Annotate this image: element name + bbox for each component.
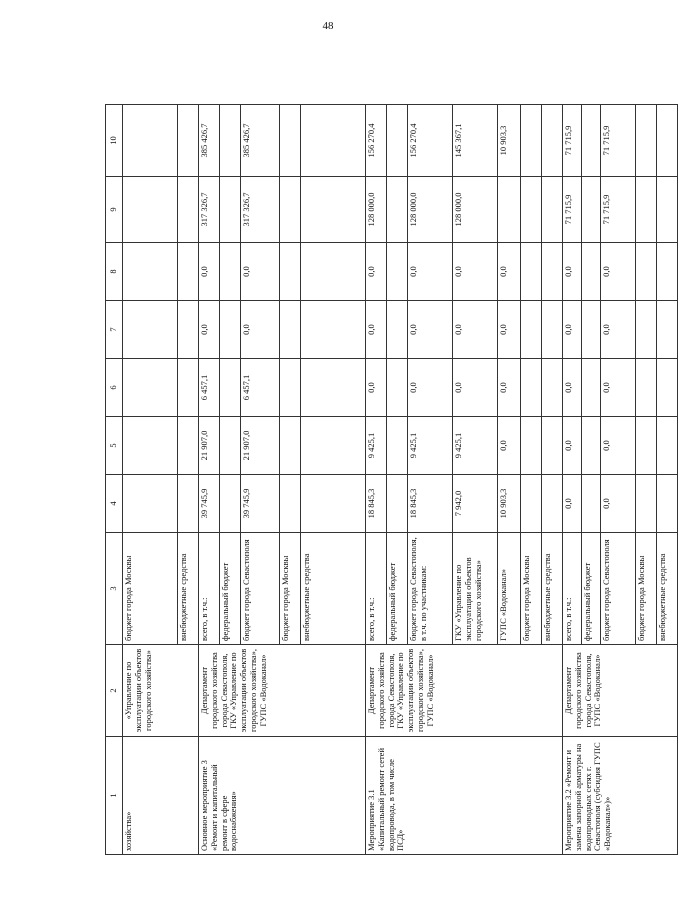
value-cell: 0,0 bbox=[241, 243, 280, 301]
value-cell bbox=[521, 301, 542, 359]
table-row bbox=[366, 105, 387, 855]
measure-cell: Мероприятие 3.1 «Капитальный ремонт сетей водопровода, в том числе ПСД» bbox=[366, 737, 563, 855]
table-row bbox=[563, 105, 582, 855]
header-cell: 5 bbox=[106, 417, 123, 475]
source-cell: всего, в т.ч.: bbox=[199, 533, 220, 645]
value-cell bbox=[582, 105, 601, 177]
header-cell: 10 bbox=[106, 105, 123, 177]
value-cell: 18 845,3 bbox=[408, 475, 453, 533]
source-cell: бюджет города Севастополя bbox=[601, 533, 636, 645]
header-row bbox=[106, 105, 123, 855]
value-cell bbox=[387, 243, 408, 301]
value-cell: 9 425,1 bbox=[453, 417, 498, 475]
source-cell: внебюджетные средства bbox=[301, 533, 366, 645]
value-cell: 21 907,0 bbox=[199, 417, 220, 475]
value-cell: 0,0 bbox=[453, 359, 498, 417]
source-cell: бюджет города Севастополя bbox=[241, 533, 280, 645]
value-cell bbox=[178, 301, 199, 359]
value-cell bbox=[636, 301, 657, 359]
value-cell bbox=[280, 359, 301, 417]
value-cell: 71 715,9 bbox=[601, 105, 636, 177]
value-cell: 0,0 bbox=[366, 301, 387, 359]
header-cell: 8 bbox=[106, 243, 123, 301]
value-cell bbox=[220, 301, 241, 359]
value-cell: 0,0 bbox=[563, 417, 582, 475]
executor-cell: Департамент городского хозяйства города Севастополя, ГКУ «Управление по эксплуатации объектов городского хозяйства», ГУПС «Водоканал» bbox=[199, 645, 366, 737]
value-cell bbox=[301, 359, 366, 417]
value-cell: 0,0 bbox=[498, 417, 521, 475]
value-cell: 71 715,9 bbox=[563, 105, 582, 177]
value-cell bbox=[280, 417, 301, 475]
source-cell: всего, в т.ч.: bbox=[563, 533, 582, 645]
value-cell bbox=[542, 301, 563, 359]
value-cell bbox=[220, 417, 241, 475]
value-cell bbox=[542, 359, 563, 417]
value-cell bbox=[521, 475, 542, 533]
value-cell bbox=[220, 177, 241, 243]
source-cell: ГКУ «Управление по эксплуатации объектов городского хозяйства» bbox=[453, 533, 498, 645]
value-cell bbox=[582, 475, 601, 533]
value-cell bbox=[123, 359, 178, 417]
header-cell: 1 bbox=[106, 737, 123, 855]
value-cell bbox=[301, 177, 366, 243]
table-row bbox=[123, 105, 178, 855]
value-cell bbox=[387, 177, 408, 243]
value-cell bbox=[636, 475, 657, 533]
value-cell: 0,0 bbox=[601, 243, 636, 301]
value-cell bbox=[220, 475, 241, 533]
value-cell: 0,0 bbox=[498, 359, 521, 417]
value-cell bbox=[387, 359, 408, 417]
value-cell bbox=[123, 475, 178, 533]
source-cell: ГУПС «Водоканал» bbox=[498, 533, 521, 645]
value-cell: 7 942,0 bbox=[453, 475, 498, 533]
value-cell: 0,0 bbox=[453, 243, 498, 301]
value-cell: 0,0 bbox=[563, 359, 582, 417]
value-cell: 0,0 bbox=[563, 243, 582, 301]
value-cell: 71 715,9 bbox=[601, 177, 636, 243]
value-cell: 0,0 bbox=[601, 475, 636, 533]
value-cell: 385 426,7 bbox=[199, 105, 220, 177]
value-cell bbox=[657, 177, 678, 243]
value-cell: 0,0 bbox=[498, 301, 521, 359]
value-cell: 0,0 bbox=[199, 243, 220, 301]
value-cell: 18 845,3 bbox=[366, 475, 387, 533]
value-cell bbox=[542, 243, 563, 301]
value-cell bbox=[178, 475, 199, 533]
value-cell bbox=[521, 359, 542, 417]
value-cell: 0,0 bbox=[601, 301, 636, 359]
value-cell bbox=[280, 177, 301, 243]
value-cell bbox=[582, 243, 601, 301]
value-cell: 0,0 bbox=[498, 243, 521, 301]
value-cell: 39 745,9 bbox=[199, 475, 220, 533]
value-cell: 0,0 bbox=[241, 301, 280, 359]
value-cell bbox=[582, 301, 601, 359]
value-cell bbox=[301, 105, 366, 177]
measure-cell: Основное мероприятие 3 «Ремонт и капитальный ремонт в сфере водоснабжения» bbox=[199, 737, 366, 855]
source-cell: всего, в т.ч.: bbox=[366, 533, 387, 645]
value-cell: 0,0 bbox=[366, 359, 387, 417]
value-cell: 128 000,0 bbox=[453, 177, 498, 243]
source-cell: бюджет города Москвы bbox=[636, 533, 657, 645]
value-cell bbox=[498, 177, 521, 243]
source-cell: внебюджетные средства bbox=[178, 533, 199, 645]
value-cell bbox=[301, 417, 366, 475]
value-cell: 128 000,0 bbox=[366, 177, 387, 243]
value-cell: 128 000,0 bbox=[408, 177, 453, 243]
value-cell: 9 425,1 bbox=[366, 417, 387, 475]
header-cell: 7 bbox=[106, 301, 123, 359]
measure-cell: Мероприятие 3.2 «Ремонт и замена запорной арматуры на водопроводных сетях г. Севастополя (субсидия ГУПС «Водоканал»)» bbox=[563, 737, 678, 855]
value-cell bbox=[301, 475, 366, 533]
executor-cell: «Управление по эксплуатации объектов городского хозяйства» bbox=[123, 645, 199, 737]
value-cell: 0,0 bbox=[408, 301, 453, 359]
value-cell bbox=[657, 243, 678, 301]
value-cell bbox=[178, 417, 199, 475]
budget-table bbox=[105, 104, 678, 855]
value-cell: 0,0 bbox=[366, 243, 387, 301]
value-cell: 21 907,0 bbox=[241, 417, 280, 475]
source-cell: федеральный бюджет bbox=[387, 533, 408, 645]
value-cell bbox=[387, 475, 408, 533]
value-cell: 0,0 bbox=[601, 417, 636, 475]
value-cell bbox=[542, 417, 563, 475]
value-cell bbox=[636, 417, 657, 475]
value-cell bbox=[178, 243, 199, 301]
value-cell bbox=[220, 359, 241, 417]
value-cell: 317 326,7 bbox=[241, 177, 280, 243]
header-cell: 9 bbox=[106, 177, 123, 243]
header-cell: 6 bbox=[106, 359, 123, 417]
header-cell: 4 bbox=[106, 475, 123, 533]
table-body bbox=[106, 105, 678, 855]
value-cell: 9 425,1 bbox=[408, 417, 453, 475]
source-cell: бюджет города Москвы bbox=[123, 533, 178, 645]
value-cell: 71 715,9 bbox=[563, 177, 582, 243]
value-cell: 385 426,7 bbox=[241, 105, 280, 177]
value-cell bbox=[280, 243, 301, 301]
value-cell bbox=[657, 359, 678, 417]
value-cell bbox=[178, 177, 199, 243]
value-cell bbox=[178, 359, 199, 417]
header-cell: 3 bbox=[106, 533, 123, 645]
source-cell: бюджет города Севастополя, в т.ч. по участникам: bbox=[408, 533, 453, 645]
value-cell bbox=[387, 105, 408, 177]
value-cell: 10 903,3 bbox=[498, 105, 521, 177]
value-cell bbox=[220, 243, 241, 301]
value-cell: 6 457,1 bbox=[241, 359, 280, 417]
value-cell bbox=[301, 301, 366, 359]
value-cell: 0,0 bbox=[408, 359, 453, 417]
value-cell bbox=[280, 105, 301, 177]
value-cell: 156 270,4 bbox=[366, 105, 387, 177]
value-cell: 156 270,4 bbox=[408, 105, 453, 177]
source-cell: бюджет города Москвы bbox=[280, 533, 301, 645]
value-cell bbox=[123, 417, 178, 475]
value-cell bbox=[636, 177, 657, 243]
value-cell bbox=[123, 243, 178, 301]
value-cell bbox=[657, 417, 678, 475]
source-cell: бюджет города Москвы bbox=[521, 533, 542, 645]
value-cell bbox=[521, 177, 542, 243]
value-cell bbox=[123, 105, 178, 177]
value-cell: 10 903,3 bbox=[498, 475, 521, 533]
value-cell: 145 367,1 bbox=[453, 105, 498, 177]
value-cell bbox=[521, 417, 542, 475]
value-cell bbox=[657, 475, 678, 533]
source-cell: федеральный бюджет bbox=[582, 533, 601, 645]
value-cell: 317 326,7 bbox=[199, 177, 220, 243]
value-cell bbox=[636, 243, 657, 301]
value-cell bbox=[178, 105, 199, 177]
value-cell: 6 457,1 bbox=[199, 359, 220, 417]
value-cell: 0,0 bbox=[453, 301, 498, 359]
value-cell bbox=[582, 417, 601, 475]
value-cell: 0,0 bbox=[199, 301, 220, 359]
value-cell bbox=[387, 301, 408, 359]
value-cell bbox=[280, 301, 301, 359]
value-cell bbox=[387, 417, 408, 475]
value-cell bbox=[123, 301, 178, 359]
value-cell bbox=[657, 301, 678, 359]
executor-cell: Департамент городского хозяйства города Севастополя, ГУПС «Водоканал» bbox=[563, 645, 678, 737]
value-cell bbox=[542, 475, 563, 533]
value-cell bbox=[582, 177, 601, 243]
source-cell: внебюджетные средства bbox=[657, 533, 678, 645]
value-cell bbox=[123, 177, 178, 243]
value-cell bbox=[280, 475, 301, 533]
value-cell bbox=[636, 359, 657, 417]
value-cell: 39 745,9 bbox=[241, 475, 280, 533]
value-cell bbox=[220, 105, 241, 177]
value-cell bbox=[542, 105, 563, 177]
value-cell: 0,0 bbox=[601, 359, 636, 417]
table-row bbox=[199, 105, 220, 855]
value-cell bbox=[521, 105, 542, 177]
value-cell: 0,0 bbox=[563, 301, 582, 359]
page-number: 48 bbox=[322, 20, 334, 32]
source-cell: внебюджетные средства bbox=[542, 533, 563, 645]
value-cell bbox=[657, 105, 678, 177]
value-cell bbox=[521, 243, 542, 301]
rotated-page bbox=[105, 105, 667, 855]
value-cell: 0,0 bbox=[563, 475, 582, 533]
source-cell: федеральный бюджет bbox=[220, 533, 241, 645]
value-cell bbox=[301, 243, 366, 301]
value-cell bbox=[636, 105, 657, 177]
value-cell bbox=[582, 359, 601, 417]
value-cell bbox=[542, 177, 563, 243]
executor-cell: Департамент городского хозяйства города Севастополя, ГКУ «Управление по эксплуатации объектов городского хозяйства», ГУПС «Водоканал» bbox=[366, 645, 563, 737]
header-cell: 2 bbox=[106, 645, 123, 737]
value-cell: 0,0 bbox=[408, 243, 453, 301]
measure-cell: хозяйства» bbox=[123, 737, 199, 855]
